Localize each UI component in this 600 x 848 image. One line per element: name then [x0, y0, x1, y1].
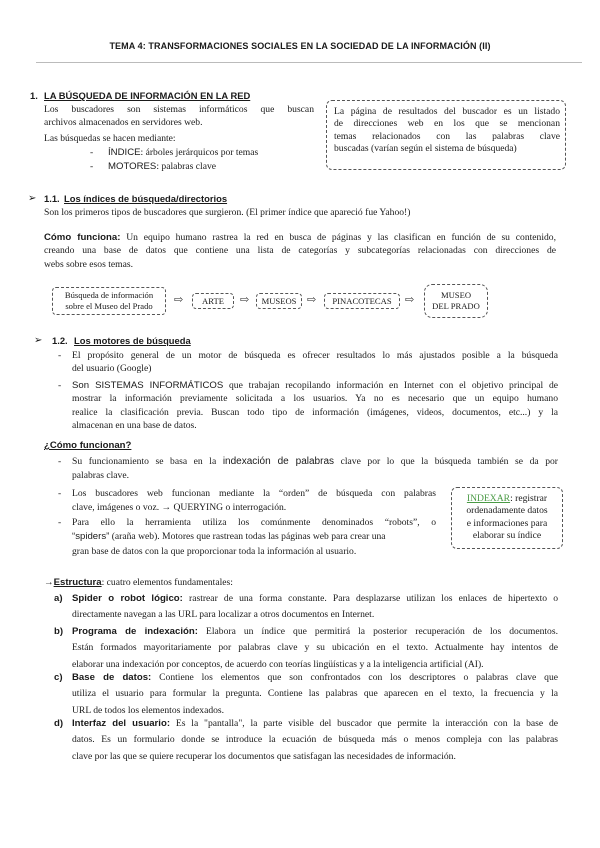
estructura-text: : cuatro elementos fundamentales:: [101, 577, 233, 588]
item-letter: a): [54, 593, 63, 604]
flow-step-line: Búsqueda de información: [64, 290, 154, 300]
section-1-1-intro: Son los primeros tipos de buscadores que surgieron. (El primer índice que apareció fue Yahoo!): [44, 207, 411, 218]
como-funcionan-title: ¿Cómo funcionan?: [44, 440, 132, 451]
note-line: e informaciones para: [466, 517, 548, 529]
section-1-1-number: 1.1.: [44, 193, 60, 204]
flow-arrow-icon: ⇨: [174, 294, 184, 306]
section-1-para-line: Las búsquedas se hacen mediante:: [44, 133, 176, 144]
item-label: Spider o robot lógico:: [72, 593, 183, 604]
item-line: utiliza el usuario para formular la pregunta. Contiene las palabras que aparecen en el texto, la frecuencia y la: [72, 688, 558, 700]
motor-bullet-2: [72, 380, 558, 433]
list-dash: -: [90, 147, 94, 158]
estructura-item-d: [72, 718, 558, 763]
bullet-line: Para ello la herramienta utiliza los comúnmente denominados “robots”, o: [72, 517, 436, 528]
list-dash: -: [90, 161, 94, 172]
note-line: buscadas (varían según el sistema de búsqueda): [334, 143, 517, 155]
flow-arrow-icon: ⇨: [240, 294, 250, 306]
bullet-text: clave por lo que la búsqueda también se da por: [334, 456, 558, 467]
list-text: : árboles jerárquicos por temas: [140, 147, 259, 158]
item-line: clave por las que se quiere recuperar los documentos que satisfagan las necesidades de información.: [72, 750, 456, 762]
item-letter: b): [54, 626, 64, 637]
bullet-emphasis: indexación de palabras: [222, 456, 335, 467]
bullet-label: Son SISTEMAS INFORMÁTICOS: [72, 380, 224, 391]
flow-step-search: [52, 287, 166, 315]
list-label: ÍNDICE: [108, 147, 141, 158]
item-line: rastrear de una forma constante. Para desplazarse utilizan los enlaces de hipertexto o: [182, 593, 558, 604]
item-label: Programa de indexación:: [72, 626, 198, 637]
item-line: directamente navegan a las URL para localizar a otros documentos en Internet.: [72, 609, 375, 621]
note-line: elaborar su índice: [472, 530, 542, 542]
note-line: ordenadamente datos: [466, 505, 548, 517]
estructura-item-b: [72, 626, 558, 671]
page-title: TEMA 4: TRANSFORMACIONES SOCIALES EN LA SOCIEDAD DE LA INFORMACIÓN (II): [109, 41, 491, 51]
bullet-dash: -: [58, 456, 62, 467]
flow-step-line: sobre el Museo del Prado: [65, 301, 153, 311]
como-funciona-para: [44, 232, 556, 271]
section-1-para-line: Los buscadores son sistemas informáticos que buscan: [44, 104, 314, 115]
section-1-2-number: 1.2.: [52, 335, 68, 346]
bullet-line: realice la clasificación previa. Buscan todo tipo de información (imágenes, videos, documentos, etc...) y la: [72, 406, 558, 418]
como-line: creando una base de datos que contiene una lista de categorías y subcategorías relacionadas con direcciones de: [44, 245, 556, 257]
section-1-2-title: Los motores de búsqueda: [74, 335, 191, 346]
item-line: Están formados mayoritariamente por palabras clave y su ubicación en el texto. Actualmente hay intentos de: [72, 642, 558, 654]
item-line: URL de todos los elementos indexados.: [72, 704, 225, 716]
estructura-item-c: [72, 672, 558, 717]
note-line: temas relacionados con las palabras clave: [334, 130, 560, 142]
estructura-item-a: [72, 593, 558, 622]
section-1-title: LA BÚSQUEDA DE INFORMACIÓN EN LA RED: [44, 90, 251, 101]
note-line: de direcciones web en los que se mencionan: [334, 118, 560, 130]
flow-step-museos: MUSEOS: [256, 293, 302, 309]
header-divider: [36, 62, 582, 63]
bullet-line: clave, imágenes o voz. → QUERYING o interrogación.: [72, 502, 287, 514]
como-bullet-1: [72, 456, 558, 483]
arrow-bullet-icon: ➢: [34, 335, 43, 346]
bullet-dash: -: [58, 380, 62, 391]
bullet-line: El propósito general de un motor de búsqueda es ofrecer resultados lo más ajustados posible a la búsqueda: [72, 350, 558, 361]
bullet-emphasis: “spiders”: [72, 531, 110, 543]
motor-bullet-1: [72, 350, 558, 376]
estructura-label: Estructura: [53, 577, 102, 588]
note-line: : registrar: [510, 493, 548, 504]
list-text: : palabras clave: [156, 161, 217, 172]
bullet-line: que trabajan recopilando información en Internet con el objetivo principal de: [223, 380, 558, 391]
item-label: Base de datos:: [72, 672, 152, 683]
right-arrow-icon: →: [44, 577, 54, 588]
bullet-line: gran base de datos con la que proporcionar toda la información al usuario.: [72, 545, 357, 557]
estructura-heading: [44, 577, 233, 589]
indexar-term: INDEXAR: [466, 493, 511, 504]
como-bullet-2: [72, 488, 436, 515]
flow-arrow-icon: ⇨: [307, 294, 317, 306]
bullet-dash: -: [58, 350, 62, 361]
results-note-box: [326, 100, 566, 170]
bullet-line: Los buscadores web funcionan mediante la “orden” de búsqueda con palabras: [72, 488, 436, 499]
flow-arrow-icon: ⇨: [405, 294, 415, 306]
arrow-bullet-icon: ➢: [28, 193, 37, 204]
item-letter: c): [54, 672, 63, 683]
item-line: Elabora un índice que permitirá la posterior recuperación de los documentos.: [197, 626, 558, 637]
item-letter: d): [54, 718, 64, 729]
como-funciona-label: Cómo funciona:: [44, 232, 121, 243]
como-line: webs sobre esos temas.: [44, 258, 133, 270]
indexar-note-box: [451, 487, 563, 549]
flow-step-line: DEL PRADO: [432, 301, 480, 311]
bullet-dash: -: [58, 488, 62, 499]
bullet-line: palabras clave.: [72, 470, 129, 482]
bullet-text: (araña web). Motores que rastrean todas las páginas web para crear una: [109, 531, 386, 543]
bullet-line: mostrar la información previamente solicitada a los usuarios. Ya no es necesario que un equipo humano: [72, 393, 558, 405]
flow-step-pinacotecas: PINACOTECAS: [324, 293, 400, 309]
flow-step-arte: ARTE: [192, 293, 234, 309]
item-label: Interfaz del usuario:: [72, 718, 171, 729]
section-1-number: 1.: [30, 90, 38, 101]
item-line: datos. Es un formulario donde se introduce la ecuación de búsqueda más o menos compleja con las palabras: [72, 734, 558, 746]
bullet-line: del usuario (Google): [72, 363, 152, 375]
item-line: elaborar una indexación por conceptos, de acuerdo con teorías lingüísticas y a la inteligencia artificial (AI).: [72, 658, 484, 670]
bullet-text: Su funcionamiento se basa en la: [72, 456, 223, 467]
como-bullet-3: [72, 517, 436, 558]
section-1-1-title: Los índices de búsqueda/directorios: [64, 193, 228, 204]
flow-step-line: MUSEO: [440, 290, 472, 300]
bullet-line: almacenan en una base de datos.: [72, 420, 197, 432]
list-item: [90, 161, 217, 173]
flow-step-museo-prado: [424, 284, 488, 318]
note-line: La página de resultados del buscador es un listado: [334, 106, 560, 117]
section-1-para-line: archivos almacenados en servidores web.: [44, 117, 203, 128]
list-item: [90, 147, 259, 159]
bullet-dash: -: [58, 517, 62, 528]
list-label: MOTORES: [108, 161, 157, 172]
item-line: Es la "pantalla", la parte visible del buscador que permite la interacción con la base de: [170, 718, 559, 729]
como-line: Un equipo humano rastrea la red en busca de páginas y las clasifican en función de su contenido,: [120, 232, 557, 243]
item-line: Contiene los elementos que son confrontados con los descriptores o palabras clave que: [151, 672, 559, 683]
